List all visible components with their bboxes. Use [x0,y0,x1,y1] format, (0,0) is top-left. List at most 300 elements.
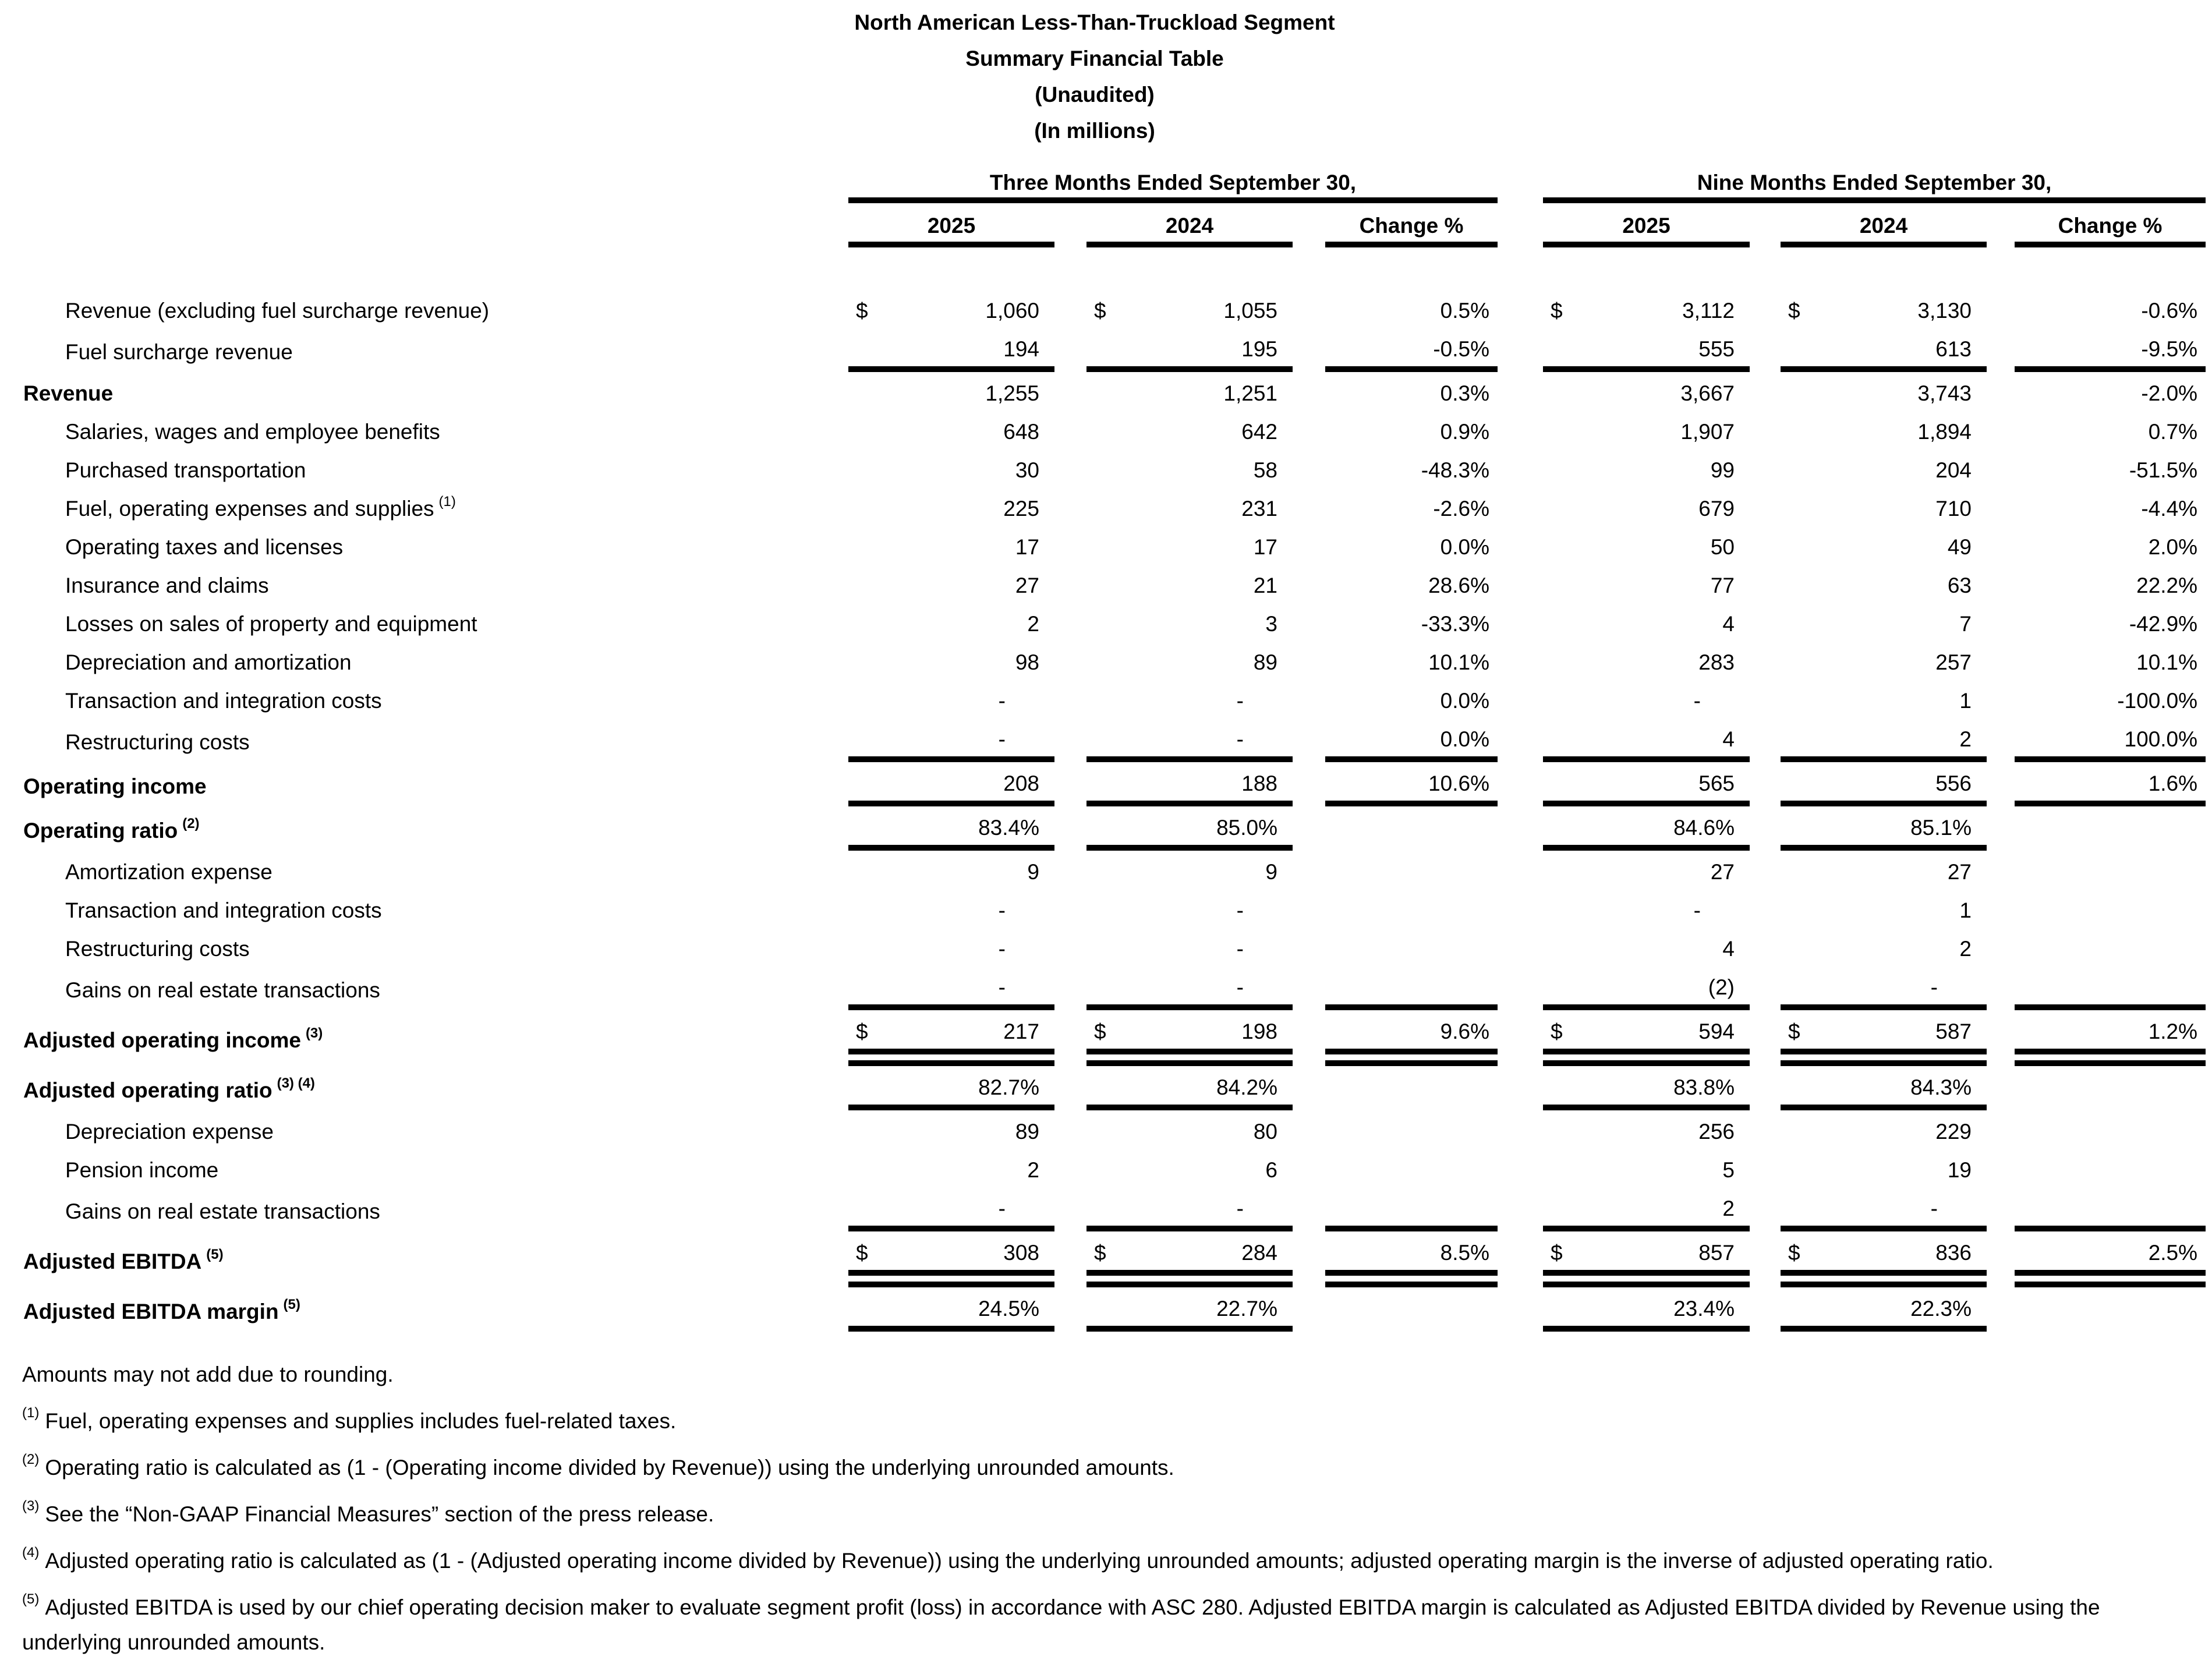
spacer [1293,966,1325,1007]
cell-value: 99 [1710,458,1735,482]
cell-value: -2.0% [2141,381,2198,405]
cell-value: 27 [1015,574,1039,597]
value-cell [1325,1187,1498,1229]
spacer [1054,449,1086,487]
spacer [1054,1279,1086,1329]
spacer [1293,564,1325,603]
value-cell [848,410,1054,449]
currency-symbol: $ [1094,1020,1106,1043]
cell-value: 217 [1003,1020,1039,1043]
cell-value: 1,060 [985,299,1039,323]
cell-value: 58 [1253,458,1277,482]
footnote-reference: (3) [305,1025,323,1041]
col-header-3m-2025: 2025 [848,200,1054,245]
value-cell [2015,718,2206,759]
spacer [1750,1229,1781,1279]
cell-value: 7 [1959,612,1972,636]
currency-symbol: $ [1094,1241,1106,1265]
cell-value: 22.2% [2136,574,2198,597]
row-label-text: Adjusted EBITDA [23,1250,202,1273]
value-cell [1086,369,1293,410]
spacer [1750,487,1781,526]
value-cell [1543,328,1750,369]
value-cell [1325,804,1498,848]
spacer [1987,848,2015,889]
value-cell [1325,1279,1498,1329]
spacer [1498,848,1543,889]
spacer [1750,1007,1781,1057]
spacer [1054,1007,1086,1057]
row-label [0,1187,848,1229]
period-header-row [0,162,2206,200]
currency-symbol: $ [856,299,868,323]
value-cell [848,487,1054,526]
value-cell [2015,679,2206,718]
row-label [0,487,848,526]
cell-value: - [1236,898,1244,922]
cell-value: 8.5% [1440,1241,1489,1265]
value-cell [1781,641,1987,679]
row-label-text: Revenue (excluding fuel surcharge revenue) [65,299,490,323]
spacer [1987,369,2015,410]
value-cell [1543,526,1750,564]
cell-value: 198 [1241,1020,1277,1043]
table-row [0,603,2206,641]
cell-value: 22.7% [1216,1297,1277,1321]
cell-value: -0.6% [2141,299,2198,323]
value-cell [2015,603,2206,641]
cell-value: - [1236,727,1244,751]
footnote-marker: (3) [22,1498,40,1514]
footnote-reference: (5) [283,1297,300,1312]
value-cell [1325,487,1498,526]
cell-value: -0.5% [1433,337,1489,361]
spacer [1498,1007,1543,1057]
cell-value: 1 [1959,898,1972,922]
spacer [1750,289,1781,328]
spacer [1293,889,1325,928]
cell-value: 4 [1722,727,1735,751]
row-label-text: Adjusted operating ratio [23,1078,272,1102]
value-cell [1086,1187,1293,1229]
value-cell [1781,487,1987,526]
value-cell [1325,759,1498,804]
cell-value: (2) [1708,975,1735,999]
value-cell [1086,1279,1293,1329]
value-cell [1325,1057,1498,1107]
value-cell [1086,1149,1293,1187]
cell-value: 225 [1003,497,1039,521]
value-cell [1325,1229,1498,1279]
spacer [1987,289,2015,328]
cell-value: 77 [1710,574,1735,597]
table-row [0,526,2206,564]
title-line-unaudited: (Unaudited) [1035,83,1155,107]
cell-value: 283 [1698,650,1735,674]
value-cell [1781,1279,1987,1329]
value-cell [1086,526,1293,564]
spacer [1750,526,1781,564]
cell-value: 0.9% [1440,420,1489,444]
value-cell [2015,1279,2206,1329]
value-cell [1543,889,1750,928]
row-label-text: Transaction and integration costs [65,689,382,713]
cell-value: - [1236,937,1244,961]
cell-value: 85.0% [1216,816,1277,840]
title-line-table-name: Summary Financial Table [965,47,1224,70]
spacer [1293,718,1325,759]
cell-value: 0.5% [1440,299,1489,323]
cell-value: 4 [1722,937,1735,961]
value-cell [1325,718,1498,759]
spacer [1293,603,1325,641]
row-label [0,289,848,328]
value-cell [2015,1149,2206,1187]
cell-value: -4.4% [2141,497,2198,521]
row-label [0,1007,848,1057]
spacer [1498,889,1543,928]
cell-value: 0.0% [1440,689,1489,713]
spacer [1293,1229,1325,1279]
value-cell [1543,289,1750,328]
cell-value: 100.0% [2124,727,2198,751]
row-label [0,603,848,641]
spacer [1498,328,1543,369]
value-cell [1086,804,1293,848]
cell-value: 50 [1710,535,1735,559]
row-label-text: Operating income [23,774,207,798]
spacer [1498,804,1543,848]
cell-value: 85.1% [1910,816,1972,840]
spacer [1293,1187,1325,1229]
currency-symbol: $ [1551,1020,1563,1043]
value-cell [2015,328,2206,369]
spacer [1498,410,1543,449]
cell-value: -42.9% [2129,612,2198,636]
value-cell [1543,1187,1750,1229]
cell-value: 229 [1935,1120,1972,1144]
row-label-text: Depreciation expense [65,1120,274,1144]
cell-value: 204 [1935,458,1972,482]
cell-value: - [1930,975,1938,999]
spacer [1987,1279,2015,1329]
spacer [1498,1187,1543,1229]
row-label-text: Operating ratio [23,819,178,843]
value-cell [1325,889,1498,928]
value-cell [1543,1149,1750,1187]
value-cell [1781,848,1987,889]
spacer [1498,679,1543,718]
spacer [1987,928,2015,966]
spacer [1054,1187,1086,1229]
value-cell [1543,679,1750,718]
table-row [0,564,2206,603]
row-label-text: Gains on real estate transactions [65,1199,380,1223]
cell-value: 63 [1947,574,1972,597]
value-cell [1086,564,1293,603]
row-label [0,369,848,410]
cell-value: 19 [1947,1158,1972,1182]
header-spacer [0,200,848,245]
value-cell [1781,804,1987,848]
spacer [1293,369,1325,410]
spacer [1987,1149,2015,1187]
spacer [1054,603,1086,641]
value-cell [848,966,1054,1007]
cell-value: 21 [1253,574,1277,597]
cell-value: 0.0% [1440,727,1489,751]
row-label [0,679,848,718]
value-cell [1781,564,1987,603]
cell-value: 27 [1710,860,1735,884]
footnote-marker: (2) [22,1452,40,1467]
cell-value: 84.6% [1673,816,1735,840]
value-cell [1543,564,1750,603]
cell-value: 1,255 [985,381,1039,405]
spacer [1750,564,1781,603]
row-label-text: Fuel, operating expenses and supplies [65,497,434,521]
row-label-text: Amortization expense [65,860,272,884]
value-cell [1086,1107,1293,1149]
value-cell [1543,449,1750,487]
footnote-4 [22,1535,2190,1578]
cell-value: 24.5% [978,1297,1039,1321]
footnote-marker: (1) [22,1405,40,1421]
footnote-2 [22,1442,2190,1485]
value-cell [1325,564,1498,603]
cell-value: -9.5% [2141,337,2198,361]
spacer [1054,487,1086,526]
cell-value: - [1693,689,1701,713]
table-row [0,759,2206,804]
value-cell [2015,759,2206,804]
title-line-segment: North American Less-Than-Truckload Segment [854,10,1335,34]
cell-value: -100.0% [2117,689,2198,713]
table-row [0,966,2206,1007]
row-label [0,410,848,449]
cell-value: - [998,689,1006,713]
row-label-text: Revenue [23,381,114,405]
table-row [0,1107,2206,1149]
cell-value: 1,055 [1223,299,1277,323]
cell-value: 2 [1027,612,1039,636]
cell-value: 0.0% [1440,535,1489,559]
table-row [0,1007,2206,1057]
cell-value: 284 [1241,1241,1277,1265]
spacer [1293,1279,1325,1329]
spacer [1054,1229,1086,1279]
table-row [0,328,2206,369]
table-row [0,804,2206,848]
spacer [1750,848,1781,889]
value-cell [1543,1279,1750,1329]
col-header-3m-2024: 2024 [1086,200,1293,245]
row-label-text: Depreciation and amortization [65,650,352,674]
cell-value: 0.7% [2148,420,2198,444]
row-label [0,718,848,759]
footnotes [22,1357,2190,1660]
spacer [1498,526,1543,564]
spacer [1750,679,1781,718]
row-label-text: Restructuring costs [65,730,250,754]
cell-value: 1,907 [1680,420,1735,444]
spacer [1987,1187,2015,1229]
cell-value: 556 [1935,771,1972,795]
cell-value: - [998,975,1006,999]
spacer [1498,449,1543,487]
cell-value: 30 [1015,458,1039,482]
spacer [1750,410,1781,449]
value-cell [1781,1187,1987,1229]
value-cell [1086,641,1293,679]
period-header-three-months: Three Months Ended September 30, [848,162,1498,200]
footnote-reference: (2) [182,816,200,831]
spacer [1498,928,1543,966]
spacer [1750,1279,1781,1329]
spacer [1987,1057,2015,1107]
currency-symbol: $ [856,1020,868,1043]
value-cell [1781,759,1987,804]
value-cell [1325,328,1498,369]
footnote-text: Adjusted operating ratio is calculated as (1 - (Adjusted operating income divided by Revenue)) using the underlying unrounded amounts; adjusted operating margin is the inverse of adjusted operating ratio. [45,1549,1994,1573]
spacer [1987,1229,2015,1279]
cell-value: - [1236,975,1244,999]
value-cell [1543,928,1750,966]
value-cell [1781,1229,1987,1279]
currency-symbol: $ [1551,299,1563,323]
spacer [1987,603,2015,641]
value-cell [1325,603,1498,641]
spacer [1054,526,1086,564]
value-cell [1781,328,1987,369]
currency-symbol: $ [1788,299,1800,323]
cell-value: 22.3% [1910,1297,1972,1321]
spacer [1293,1007,1325,1057]
row-label-text: Gains on real estate transactions [65,978,380,1002]
value-cell [1543,369,1750,410]
cell-value: 28.6% [1428,574,1489,597]
row-label-text: Restructuring costs [65,937,250,961]
currency-symbol: $ [1788,1020,1800,1043]
spacer [1498,289,1543,328]
value-cell [848,1007,1054,1057]
spacer [1293,449,1325,487]
value-cell [848,1187,1054,1229]
cell-value: - [998,1197,1006,1220]
spacer [1293,804,1325,848]
value-cell [1325,641,1498,679]
value-cell [1781,966,1987,1007]
row-label-text: Pension income [65,1158,219,1182]
spacer [1054,1149,1086,1187]
spacer [1293,526,1325,564]
value-cell [2015,369,2206,410]
value-cell [1086,487,1293,526]
cell-value: 3,112 [1682,299,1735,323]
cell-value: 10.6% [1428,771,1489,795]
value-cell [1325,848,1498,889]
spacer [1498,1057,1543,1107]
value-cell [2015,1187,2206,1229]
table-row [0,449,2206,487]
spacer [1054,966,1086,1007]
spacer [1987,804,2015,848]
cell-value: 3,743 [1917,381,1972,405]
cell-value: 84.3% [1910,1075,1972,1099]
cell-value: 80 [1253,1120,1277,1144]
value-cell [848,848,1054,889]
table-row [0,289,2206,328]
cell-value: 555 [1698,337,1735,361]
value-cell [848,449,1054,487]
spacer [1054,848,1086,889]
cell-value: 256 [1698,1120,1735,1144]
header-spacer [1054,200,1086,245]
value-cell [1086,328,1293,369]
value-cell [2015,804,2206,848]
cell-value: 2 [1722,1197,1735,1220]
value-cell [1781,679,1987,718]
cell-value: 308 [1003,1241,1039,1265]
cell-value: 194 [1003,337,1039,361]
row-label [0,1149,848,1187]
value-cell [1086,289,1293,328]
row-label-text: Insurance and claims [65,574,269,597]
spacer [1750,1149,1781,1187]
cell-value: -48.3% [1421,458,1489,482]
spacer [1987,1007,2015,1057]
spacer [1987,679,2015,718]
header-spacer [1987,200,2015,245]
cell-value: 10.1% [2136,650,2198,674]
spacer [1987,641,2015,679]
cell-value: 3 [1265,612,1277,636]
cell-value: 83.8% [1673,1075,1735,1099]
row-label [0,928,848,966]
cell-value: - [998,937,1006,961]
cell-value: 9 [1027,860,1039,884]
value-cell [1325,679,1498,718]
value-cell [1543,1107,1750,1149]
value-cell [1543,641,1750,679]
cell-value: 5 [1722,1158,1735,1182]
value-cell [1086,449,1293,487]
cell-value: - [998,898,1006,922]
cell-value: 642 [1241,420,1277,444]
table-row [0,1229,2206,1279]
spacer [1750,928,1781,966]
cell-value: 257 [1935,650,1972,674]
row-label-text: Adjusted operating income [23,1028,301,1052]
value-cell [848,289,1054,328]
spacer [1750,449,1781,487]
cell-value: 208 [1003,771,1039,795]
row-label [0,759,848,804]
table-row [0,410,2206,449]
value-cell [1781,603,1987,641]
value-cell [2015,410,2206,449]
value-cell [1325,289,1498,328]
value-cell [848,1107,1054,1149]
spacer [1293,928,1325,966]
col-header-3m-change: Change % [1325,200,1498,245]
header-spacer [1498,200,1543,245]
spacer [1750,759,1781,804]
spacer [1498,603,1543,641]
value-cell [1781,289,1987,328]
row-label [0,1279,848,1329]
footnote-reference: (1) [438,494,456,509]
